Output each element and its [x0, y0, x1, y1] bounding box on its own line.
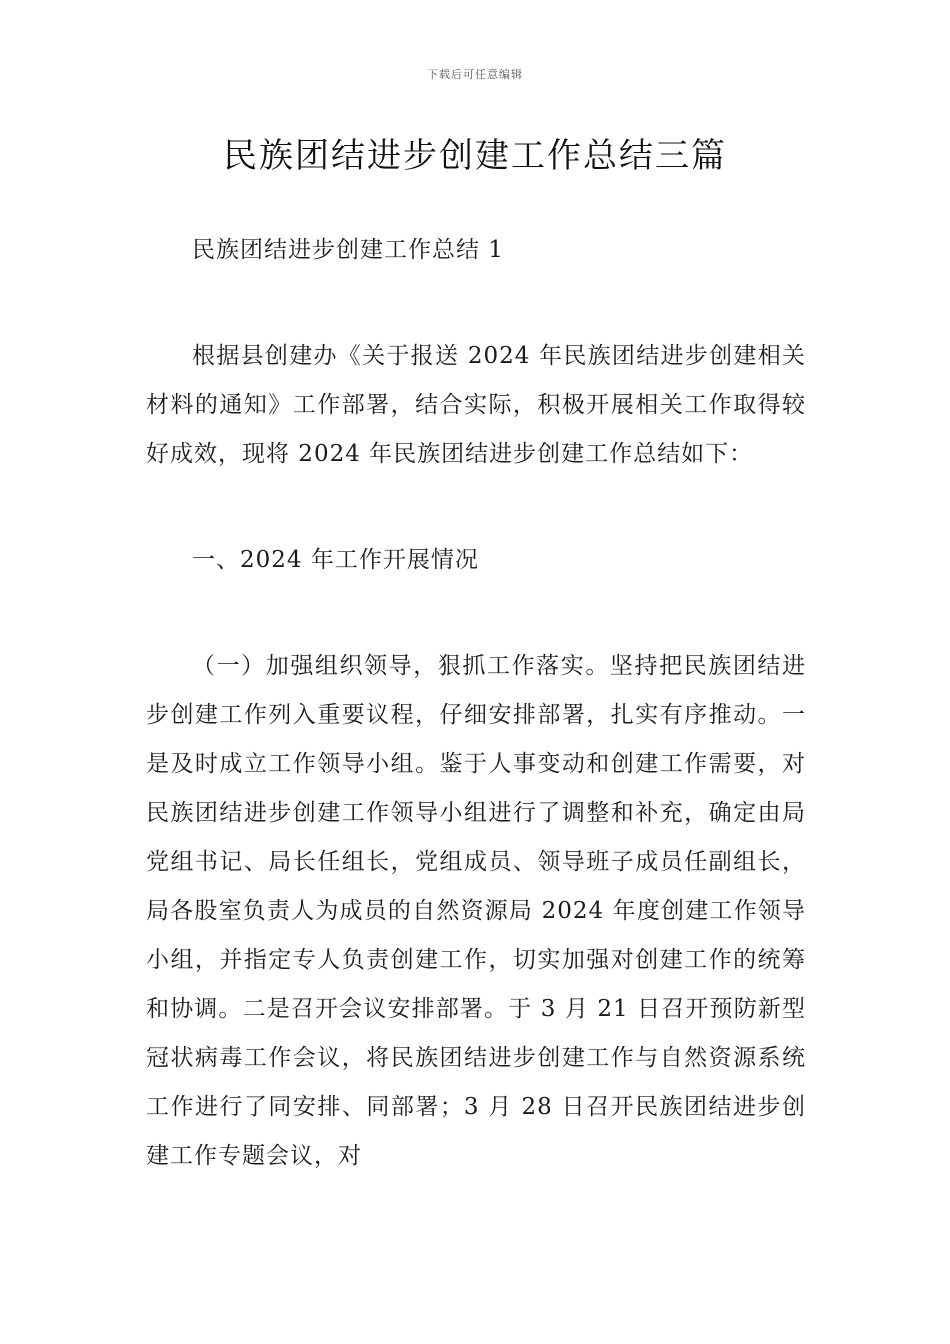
- page-header-note: 下载后可任意编辑: [427, 68, 523, 81]
- paragraph-spacer: [146, 585, 806, 642]
- document-subtitle: 民族团结进步创建工作总结 1: [192, 237, 504, 263]
- document-body: [146, 226, 806, 1181]
- paragraph-spacer: [146, 275, 806, 332]
- paragraph-spacer: [146, 479, 806, 536]
- body-paragraph: （一）加强组织领导，狠抓工作落实。坚持把民族团结进步创建工作列入重要议程，仔细安排部署，扎实有序推动。一是及时成立工作领导小组。鉴于人事变动和创建工作需要，对民族团结进步创建工作领导小组进行了调整和补充，确定由局党组书记、局长任组长，党组成员、领导班子成员任副组长，局各股室负责人为成员的自然资源局 2024 年度创建工作领导小组，并指定专人负责创建工作，切实加强对创建工作的统筹和协调。二是召开会议安排部署。于 3 月 21 日召开预防新型冠状病毒工作会议，将民族团结进步创建工作与自然资源系统工作进行了同安排、同部署；3 月 28 日召开民族团结进步创建工作专题会议，对: [146, 653, 806, 1169]
- document-title: 民族团结进步创建工作总结三篇: [223, 136, 727, 176]
- intro-paragraph: 根据县创建办《关于报送 2024 年民族团结进步创建相关材料的通知》工作部署，结合实际，积极开展相关工作取得较好成效，现将 2024 年民族团结进步创建工作总结如下：: [146, 343, 806, 467]
- section-heading: 一、2024 年工作开展情况: [192, 547, 479, 573]
